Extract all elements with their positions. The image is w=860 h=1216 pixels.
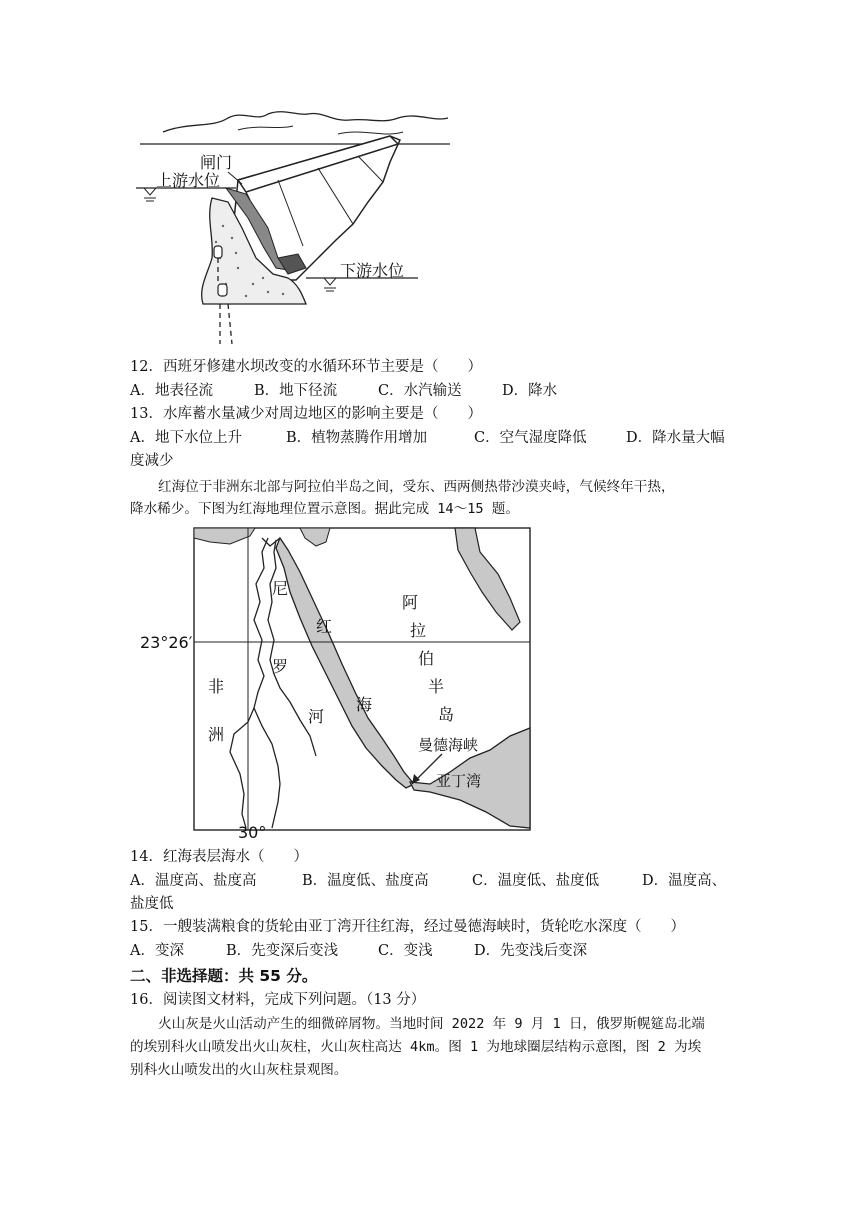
q12-option-c: C．水汽输送 bbox=[378, 383, 462, 399]
q12-option-d: D．降水 bbox=[502, 383, 558, 399]
nile-char-3: 河 bbox=[308, 707, 325, 726]
q15-option-b: B．先变深后变浅 bbox=[226, 943, 339, 959]
red-sea-map bbox=[130, 522, 540, 840]
q12-stem: 12．西班牙修建水坝改变的水循环环节主要是（ ） bbox=[130, 359, 482, 375]
q16-para-line3: 别科火山喷发出的火山灰柱景观图。 bbox=[130, 1062, 348, 1078]
red-sea-char-1: 红 bbox=[316, 617, 333, 636]
lon-label: 30° bbox=[238, 823, 267, 840]
q13-option-b: B．植物蒸腾作用增加 bbox=[286, 430, 428, 446]
q14-option-c: C．温度低、盐度低 bbox=[472, 873, 600, 889]
q14-option-d: D．温度高、 bbox=[642, 873, 727, 889]
q14-continuation: 盐度低 bbox=[130, 896, 174, 912]
q14-option-a: A．温度高、盐度高 bbox=[130, 873, 257, 889]
mountain-outline bbox=[163, 112, 448, 132]
q12-option-a: A．地表径流 bbox=[130, 383, 213, 399]
red-sea-char-2: 海 bbox=[356, 695, 373, 714]
arabia-char-2: 拉 bbox=[410, 621, 427, 640]
arabia-char-5: 岛 bbox=[438, 705, 455, 724]
q12-option-b: B．地下径流 bbox=[254, 383, 338, 399]
strait-label: 曼德海峡 bbox=[418, 736, 479, 754]
africa-char-2: 洲 bbox=[208, 725, 225, 744]
q13-option-c: C．空气湿度降低 bbox=[474, 430, 587, 446]
q13-stem: 13．水库蓄水量减少对周边地区的影响主要是（ ） bbox=[130, 406, 482, 422]
upstream-label: 上游水位 bbox=[156, 171, 221, 190]
africa-char-1: 非 bbox=[208, 677, 225, 696]
q13-continuation: 度减少 bbox=[130, 453, 174, 469]
q15-option-c: C．变浅 bbox=[378, 943, 433, 959]
gulf-label: 亚丁湾 bbox=[436, 772, 482, 790]
q13-option-d: D．降水量大幅 bbox=[626, 430, 725, 446]
nile-char-1: 尼 bbox=[272, 579, 289, 598]
q16-para-line1: 火山灰是火山活动产生的细微碎屑物。当地时间 2022 年 9 月 1 日，俄罗斯幌筵岛北端 bbox=[158, 1016, 705, 1032]
lat-label: 23°26′ bbox=[140, 633, 193, 652]
arabia-char-1: 阿 bbox=[402, 593, 419, 612]
q13-option-a: A．地下水位上升 bbox=[130, 430, 242, 446]
red-sea-intro-line2: 降水稀少。下图为红海地理位置示意图。据此完成 14～15 题。 bbox=[130, 501, 519, 517]
arabia-char-3: 伯 bbox=[418, 649, 435, 668]
red-sea-intro-line1: 红海位于非洲东北部与阿拉伯半岛之间，受东、西两侧热带沙漠夹峙，气候终年干热， bbox=[158, 479, 675, 495]
dam-figure bbox=[128, 108, 454, 346]
q14-option-b: B．温度低、盐度高 bbox=[302, 873, 429, 889]
section-title: 二、非选择题：共 55 分。 bbox=[130, 967, 318, 985]
q16-para-line2: 的埃别科火山喷发出火山灰柱，火山灰柱高达 4km。图 1 为地球圈层结构示意图，图 2 为埃 bbox=[130, 1039, 702, 1055]
downstream-label: 下游水位 bbox=[340, 261, 405, 280]
q15-stem: 15．一艘装满粮食的货轮由亚丁湾开往红海，经过曼德海峡时，货轮吃水深度（ ） bbox=[130, 919, 685, 935]
arabia-char-4: 半 bbox=[428, 677, 445, 696]
q15-option-d: D．先变浅后变深 bbox=[474, 943, 588, 959]
gate-label: 闸门 bbox=[200, 153, 233, 172]
q15-option-a: A．变深 bbox=[130, 943, 184, 959]
q14-stem: 14．红海表层海水（ ） bbox=[130, 849, 308, 865]
nile-char-2: 罗 bbox=[272, 657, 289, 676]
q16-stem: 16．阅读图文材料，完成下列问题。（13 分） bbox=[130, 992, 426, 1008]
